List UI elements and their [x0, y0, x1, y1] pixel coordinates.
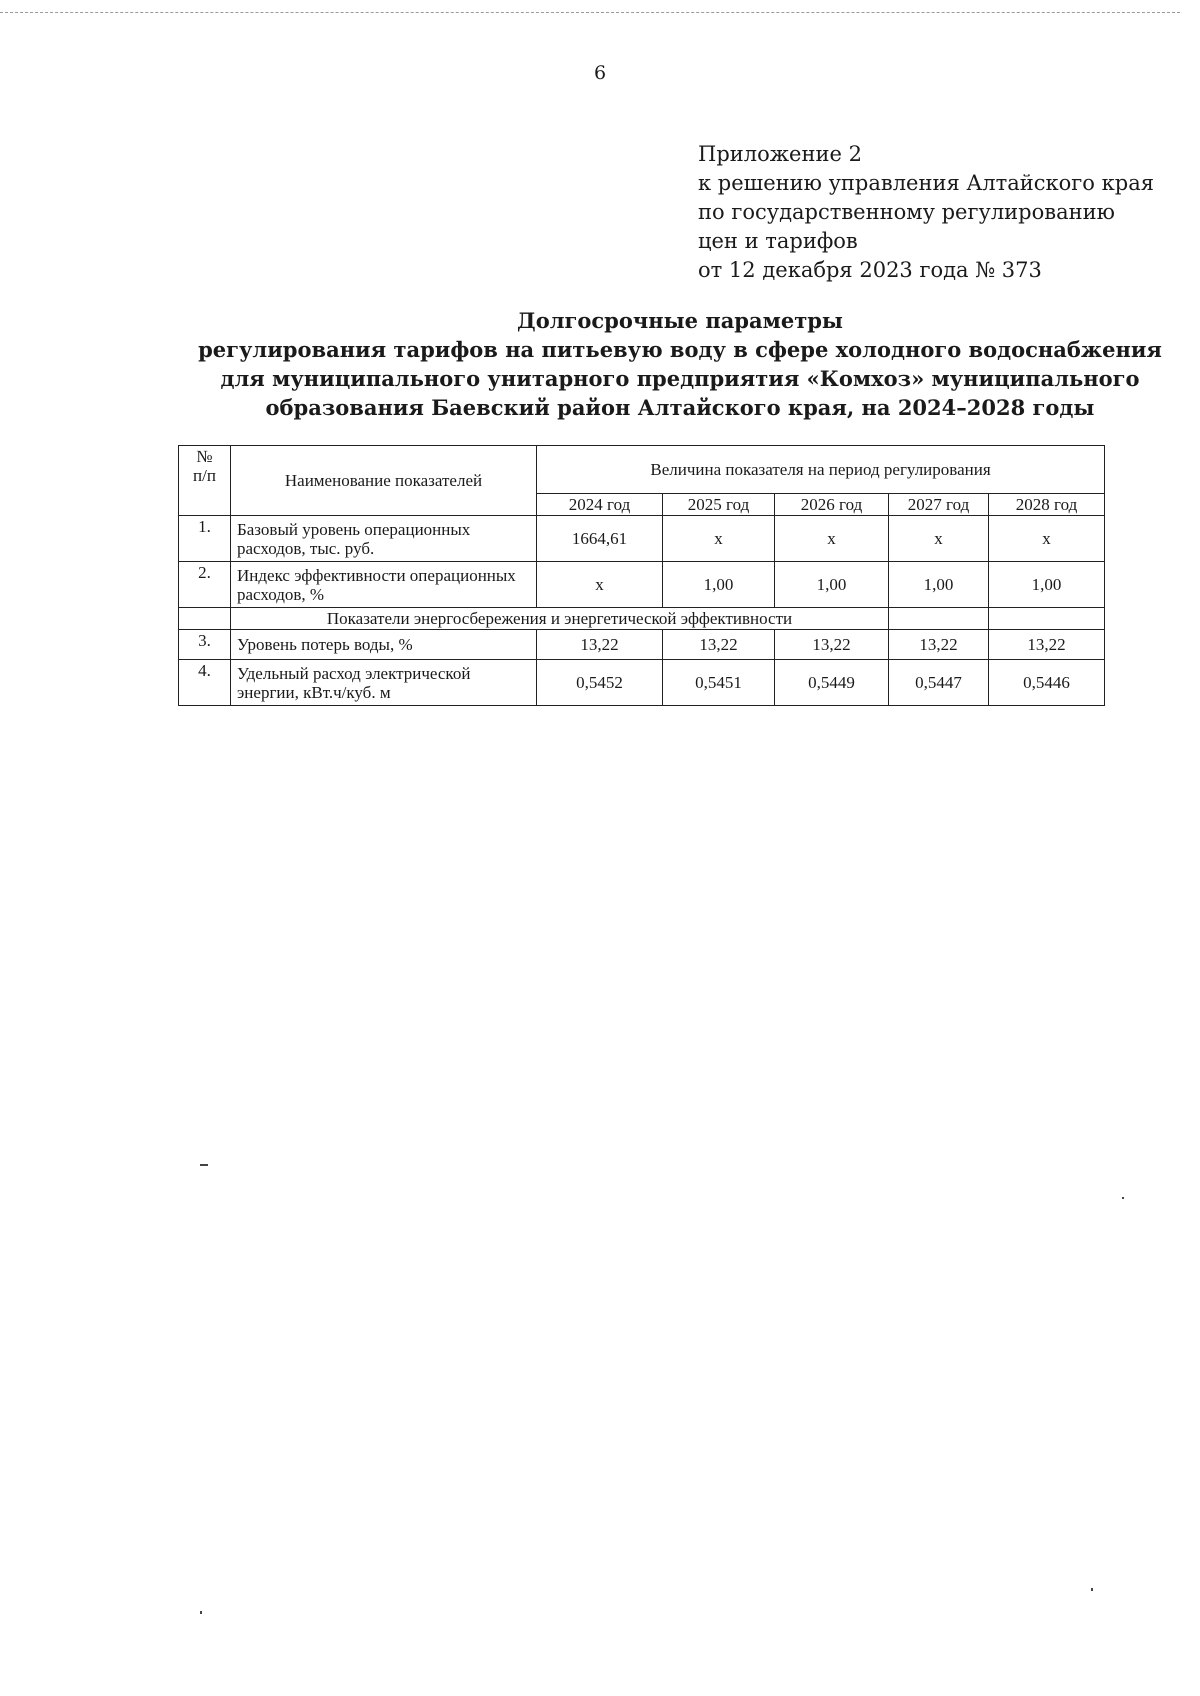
table-row	[179, 562, 1105, 608]
section-empty-cell	[989, 608, 1105, 630]
appendix-line: цен и тарифов	[698, 229, 858, 253]
row-name-cell: Индекс эффективности операционных расходов, %	[231, 562, 537, 608]
table-section-row	[179, 608, 1105, 630]
value-cell: 0,5452	[537, 660, 663, 706]
year-cell: 2024 год	[537, 494, 663, 516]
table-row	[179, 516, 1105, 562]
appendix-line: Приложение 2	[698, 142, 862, 166]
section-title-cell: Показатели энергосбережения и энергетической эффективности	[231, 608, 889, 630]
table-row	[179, 660, 1105, 706]
section-empty-cell	[889, 608, 989, 630]
value-cell: 13,22	[989, 630, 1105, 660]
appendix-line: к решению управления Алтайского края	[698, 171, 1154, 195]
title-line: образования Баевский район Алтайского края, на 2024–2028 годы	[265, 395, 1095, 420]
header-num-label: № п/п	[193, 447, 216, 485]
row-name-cell: Удельный расход электрической энергии, кВт.ч/куб. м	[231, 660, 537, 706]
scan-speck	[200, 1611, 202, 1614]
appendix-line: по государственному регулированию	[698, 200, 1115, 224]
scan-speck	[200, 1164, 208, 1166]
value-cell: 1,00	[775, 562, 889, 608]
row-num-cell: 2.	[179, 562, 231, 608]
year-cell: 2027 год	[889, 494, 989, 516]
value-cell: х	[989, 516, 1105, 562]
header-period-label: Величина показателя на период регулирования	[650, 460, 991, 479]
scan-speck	[1091, 1588, 1093, 1591]
value-cell: 13,22	[889, 630, 989, 660]
header-period-cell	[537, 446, 1105, 494]
value-cell: 1,00	[989, 562, 1105, 608]
row-name-cell: Уровень потерь воды, %	[231, 630, 537, 660]
year-cell: 2025 год	[663, 494, 775, 516]
year-cell: 2026 год	[775, 494, 889, 516]
row-num-cell: 3.	[179, 630, 231, 660]
value-cell: 0,5451	[663, 660, 775, 706]
section-empty-cell	[179, 608, 231, 630]
title-line: для муниципального унитарного предприятия «Комхоз» муниципального	[220, 366, 1140, 391]
value-cell: 0,5447	[889, 660, 989, 706]
table-row	[179, 630, 1105, 660]
document-title	[150, 306, 1200, 422]
row-name-cell: Базовый уровень операционных расходов, тыс. руб.	[231, 516, 537, 562]
row-num-cell: 1.	[179, 516, 231, 562]
title-line: Долгосрочные параметры	[517, 308, 843, 333]
value-cell: х	[537, 562, 663, 608]
value-cell: 0,5449	[775, 660, 889, 706]
value-cell: 1664,61	[537, 516, 663, 562]
value-cell: х	[663, 516, 775, 562]
year-cell: 2028 год	[989, 494, 1105, 516]
scan-top-edge-line	[0, 12, 1180, 13]
value-cell: 13,22	[775, 630, 889, 660]
table-header-row	[179, 446, 1105, 494]
value-cell: 1,00	[663, 562, 775, 608]
row-num-cell: 4.	[179, 660, 231, 706]
header-name-cell	[231, 446, 537, 516]
header-name-label: Наименование показателей	[284, 471, 483, 490]
scan-speck	[1122, 1197, 1124, 1199]
parameters-table	[178, 445, 1105, 706]
appendix-line: от 12 декабря 2023 года № 373	[698, 258, 1042, 282]
header-num-cell	[179, 446, 231, 516]
value-cell: 13,22	[537, 630, 663, 660]
value-cell: 0,5446	[989, 660, 1105, 706]
title-line: регулирования тарифов на питьевую воду в сфере холодного водоснабжения	[198, 337, 1162, 362]
value-cell: х	[775, 516, 889, 562]
page-number: 6	[593, 62, 607, 84]
value-cell: 1,00	[889, 562, 989, 608]
value-cell: 13,22	[663, 630, 775, 660]
value-cell: х	[889, 516, 989, 562]
appendix-block	[698, 140, 1178, 285]
